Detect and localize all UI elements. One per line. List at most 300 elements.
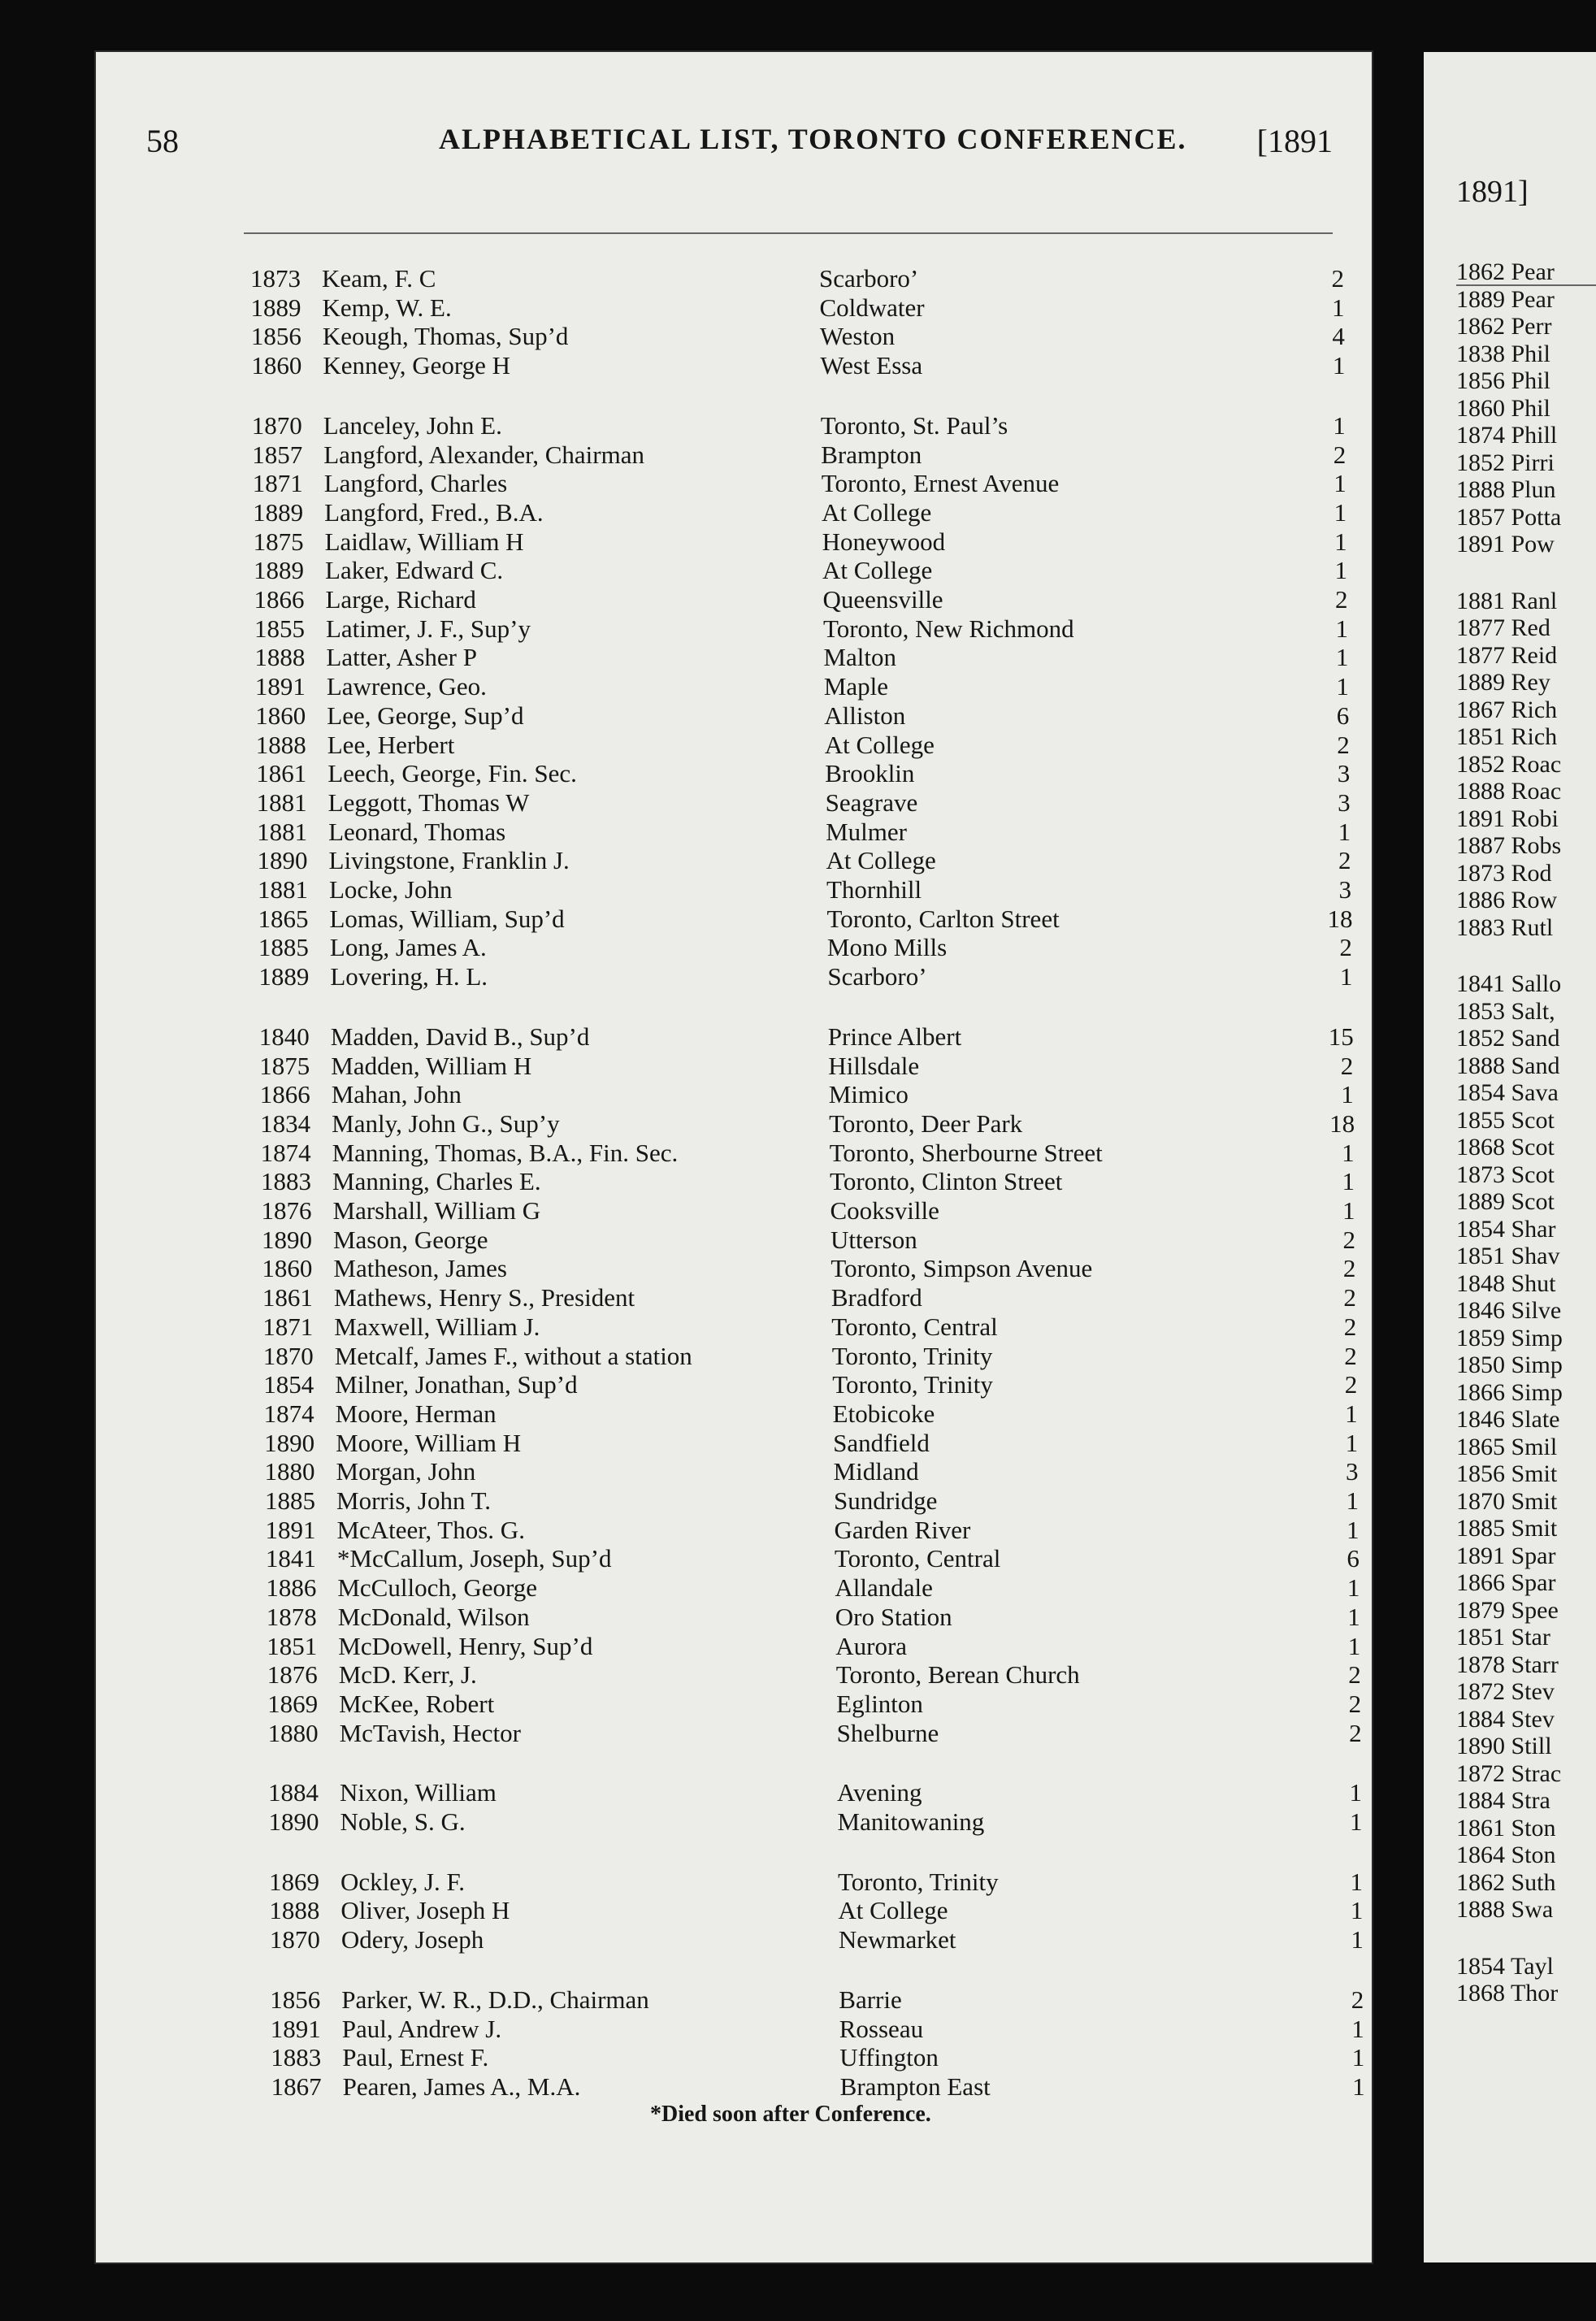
list-row [0, 1633, 1596, 1660]
right-row: 1859 Simp [1456, 1324, 1563, 1351]
row-place: Toronto, Simpson Avenue [831, 1254, 1093, 1283]
row-place: Etobicoke [832, 1399, 935, 1428]
list-row [0, 1458, 1596, 1486]
row-place: Malton [823, 643, 896, 672]
row-year: 1865 [258, 904, 309, 933]
row-place: Toronto, Trinity [837, 1867, 999, 1896]
row-place: Toronto, Sherbourne Street [829, 1138, 1103, 1167]
row-name: Kemp, W. E. [322, 293, 452, 322]
row-place: Brampton [821, 440, 922, 469]
row-name: Langford, Fred., B.A. [324, 497, 544, 527]
row-year: 1861 [262, 1283, 313, 1312]
row-name: McDowell, Henry, Sup’d [338, 1631, 593, 1660]
row-name: Odery, Joseph [340, 1925, 484, 1954]
row-count: 2 [1348, 1689, 1362, 1718]
list-row [0, 1574, 1596, 1602]
row-year: 1891 [254, 672, 306, 701]
row-count: 2 [1349, 1718, 1362, 1747]
row-year: 1890 [268, 1807, 319, 1836]
row-count: 2 [1340, 1051, 1354, 1080]
list-row [0, 352, 1596, 380]
page-title: ALPHABETICAL LIST, TORONTO CONFERENCE. [439, 123, 1187, 155]
row-year: 1834 [260, 1108, 311, 1138]
row-name: Lee, George, Sup’d [327, 701, 524, 730]
list-row [0, 557, 1596, 584]
list-row [0, 1371, 1596, 1399]
row-year: 1866 [259, 1080, 310, 1109]
right-row: 1854 Sava [1456, 1079, 1559, 1106]
right-row: 1846 Silve [1456, 1297, 1562, 1324]
page-number: 58 [146, 123, 179, 159]
right-row: 1889 Pear [1456, 285, 1555, 313]
row-year: 1888 [255, 730, 306, 759]
row-name: McTavish, Hector [339, 1718, 521, 1747]
right-row: 1857 Potta [1456, 503, 1562, 531]
list-row [0, 2015, 1596, 2043]
right-row: 1888 Roac [1456, 778, 1562, 805]
list-row [0, 1400, 1596, 1428]
right-row: 1887 Robs [1456, 832, 1562, 859]
row-year: 1888 [254, 643, 306, 672]
right-row: 1852 Pirri [1456, 449, 1555, 476]
row-year: 1870 [251, 410, 302, 440]
right-row: 1873 Scot [1456, 1160, 1555, 1188]
row-count: 1 [1332, 351, 1346, 380]
row-year: 1881 [256, 787, 307, 817]
row-name: Lanceley, John E. [323, 410, 502, 440]
row-place: Avening [837, 1778, 922, 1807]
row-name: McDonald, Wilson [337, 1602, 530, 1631]
row-count: 18 [1329, 1108, 1355, 1138]
list-row [0, 1226, 1596, 1254]
row-place: Sundridge [834, 1486, 938, 1515]
row-count: 1 [1346, 1486, 1359, 1515]
row-name: Mathews, Henry S., President [333, 1283, 635, 1312]
row-place: Prince Albert [827, 1022, 962, 1051]
row-place: At College [838, 1896, 948, 1925]
row-count: 2 [1333, 440, 1347, 469]
row-count: 1 [1342, 1167, 1355, 1196]
list-row [0, 265, 1596, 293]
row-name: Oliver, Joseph H [340, 1896, 510, 1925]
row-year: 1875 [253, 527, 304, 556]
row-place: Newmarket [838, 1925, 956, 1954]
row-count: 1 [1336, 672, 1349, 701]
list-row [0, 702, 1596, 730]
row-place: Toronto, St. Paul’s [820, 410, 1008, 440]
right-row: 1888 Plun [1456, 476, 1556, 503]
row-count: 2 [1331, 264, 1344, 293]
row-name: Lawrence, Geo. [326, 672, 487, 701]
right-row: 1865 Smil [1456, 1433, 1558, 1460]
row-name: Moore, William H [336, 1428, 522, 1457]
list-row [0, 586, 1596, 614]
row-year: 1860 [262, 1254, 313, 1283]
right-row: 1884 Stra [1456, 1787, 1550, 1814]
list-row [0, 1139, 1596, 1167]
row-count: 1 [1351, 2043, 1365, 2072]
right-row: 1851 Star [1456, 1624, 1550, 1651]
row-name: Large, Richard [325, 585, 476, 614]
list-row [0, 1808, 1596, 1836]
row-name: Parker, W. R., D.D., Chairman [341, 1985, 649, 2014]
row-name: Leech, George, Fin. Sec. [327, 759, 577, 788]
row-year: 1870 [262, 1341, 314, 1370]
row-year: 1885 [258, 933, 309, 962]
row-name: Madden, William H [331, 1051, 532, 1080]
right-row: 1874 Phill [1456, 422, 1558, 449]
row-name: Langford, Alexander, Chairman [323, 440, 644, 469]
row-name: Leggott, Thomas W [327, 787, 530, 817]
row-name: Keough, Thomas, Sup’d [322, 322, 569, 351]
row-count: 3 [1338, 875, 1351, 904]
row-count: 1 [1351, 2014, 1364, 2043]
right-row: 1838 Phil [1456, 340, 1550, 367]
row-place: Toronto, Central [831, 1312, 998, 1341]
row-count: 6 [1336, 701, 1350, 730]
right-row: 1889 Rey [1456, 669, 1550, 696]
row-count: 1 [1351, 1925, 1364, 1954]
row-name: Mahan, John [331, 1080, 462, 1109]
list-row [0, 905, 1596, 933]
row-name: Ockley, J. F. [340, 1867, 466, 1896]
row-place: Bradford [831, 1283, 922, 1312]
row-name: Milner, Jonathan, Sup’d [335, 1370, 578, 1399]
row-name: McAteer, Thos. G. [336, 1515, 525, 1544]
list-row [0, 1868, 1596, 1896]
row-place: At College [822, 497, 932, 527]
list-row [0, 641, 1596, 672]
row-count: 3 [1337, 759, 1351, 788]
row-year: 1890 [261, 1225, 312, 1254]
row-name: McKee, Robert [339, 1689, 495, 1718]
row-count: 15 [1328, 1022, 1354, 1051]
row-place: Utterson [830, 1225, 917, 1254]
right-row: 1851 Shav [1456, 1243, 1560, 1269]
right-row: 1883 Rutl [1456, 913, 1554, 941]
row-place: At College [826, 846, 936, 875]
list-row [0, 1516, 1596, 1544]
row-place: Mono Mills [826, 933, 948, 962]
row-year: 1851 [267, 1631, 318, 1660]
row-place: Scarboro’ [819, 264, 919, 293]
right-row: 1864 Ston [1456, 1842, 1556, 1868]
row-place: Barrie [839, 1985, 902, 2014]
row-count: 1 [1339, 962, 1353, 991]
row-name: Paul, Ernest F. [342, 2043, 489, 2072]
right-row: 1868 Thor [1456, 1980, 1559, 2006]
right-row: 1862 Perr [1456, 313, 1552, 340]
row-year: 1890 [264, 1428, 315, 1457]
list-row [0, 2073, 1596, 2101]
row-year: 1891 [270, 2014, 321, 2043]
row-place: Oro Station [835, 1602, 952, 1631]
list-row [0, 1926, 1596, 1954]
row-count: 2 [1339, 933, 1352, 962]
row-name: Morgan, John [336, 1457, 476, 1486]
row-place: Maple [823, 672, 889, 701]
row-name: Long, James A. [329, 933, 487, 962]
row-year: 1876 [267, 1660, 318, 1690]
list-row [0, 1255, 1596, 1282]
right-row: 1884 Stev [1456, 1705, 1555, 1733]
row-count: 1 [1333, 410, 1346, 440]
row-name: Manning, Thomas, B.A., Fin. Sec. [332, 1138, 679, 1167]
row-name: McD. Kerr, J. [338, 1660, 477, 1690]
row-count: 2 [1348, 1660, 1361, 1690]
row-count: 1 [1338, 817, 1351, 846]
row-count: 1 [1345, 1399, 1358, 1428]
right-row: 1885 Smit [1456, 1515, 1558, 1542]
row-place: Toronto, Central [834, 1544, 1001, 1573]
row-place: Alliston [824, 701, 906, 730]
right-row: 1852 Sand [1456, 1025, 1560, 1052]
list-row [0, 528, 1596, 556]
list-row [0, 789, 1596, 817]
row-place: Mimico [828, 1080, 909, 1109]
row-place: Weston [819, 322, 896, 351]
row-year: 1889 [254, 556, 305, 585]
row-year: 1881 [257, 817, 308, 846]
row-count: 1 [1342, 1138, 1355, 1167]
right-row: 1877 Red [1456, 614, 1550, 641]
row-place: Brampton East [839, 2072, 991, 2101]
row-year: 1857 [252, 440, 303, 469]
row-year: 1889 [258, 962, 310, 991]
right-row: 1853 Salt, [1456, 997, 1555, 1025]
row-count: 2 [1338, 846, 1351, 875]
header-year: [1891 [1256, 123, 1333, 159]
row-year: 1890 [257, 846, 308, 875]
row-count: 1 [1347, 1631, 1361, 1660]
row-count: 2 [1342, 1254, 1356, 1283]
right-row: 1861 Ston [1456, 1814, 1556, 1842]
row-count: 3 [1346, 1457, 1359, 1486]
row-name: Noble, S. G. [340, 1807, 466, 1836]
list-row [0, 934, 1596, 961]
row-name: Paul, Andrew J. [341, 2014, 502, 2043]
row-year: 1875 [259, 1051, 310, 1080]
row-count: 1 [1334, 527, 1347, 556]
list-row [0, 1429, 1596, 1457]
row-place: Sandfield [833, 1428, 930, 1457]
right-row: 1881 Ranl [1456, 587, 1558, 614]
row-count: 1 [1331, 293, 1345, 322]
row-count: 4 [1332, 322, 1345, 351]
row-year: 1874 [260, 1138, 311, 1167]
row-name: Morris, John T. [336, 1486, 492, 1515]
row-name: Lomas, William, Sup’d [329, 904, 565, 933]
list-row [0, 1603, 1596, 1631]
row-count: 2 [1335, 585, 1348, 614]
list-row [0, 615, 1596, 643]
list-row [0, 818, 1596, 846]
list-row [0, 963, 1596, 991]
row-name: Lovering, H. L. [330, 962, 488, 991]
right-row: 1855 Scot [1456, 1106, 1555, 1134]
row-year: 1841 [265, 1544, 316, 1573]
row-count: 1 [1341, 1080, 1354, 1109]
row-count: 3 [1338, 787, 1351, 817]
row-place: Mulmer [826, 817, 907, 846]
list-row [0, 441, 1596, 469]
row-count: 2 [1344, 1370, 1358, 1399]
right-page-header: 1891] [1456, 175, 1529, 209]
row-year: 1870 [269, 1925, 320, 1954]
list-row [0, 673, 1596, 701]
row-year: 1874 [263, 1399, 314, 1428]
list-row [0, 1052, 1596, 1080]
list-row [0, 1284, 1596, 1312]
row-year: 1880 [267, 1718, 319, 1747]
right-row: 1866 Simp [1456, 1378, 1563, 1406]
row-count: 1 [1352, 2072, 1365, 2101]
row-place: Cooksville [830, 1196, 939, 1225]
row-count: 2 [1351, 1985, 1364, 2014]
row-place: Allandale [835, 1573, 933, 1603]
row-name: Laker, Edward C. [325, 556, 504, 585]
row-name: Langford, Charles [323, 469, 508, 498]
right-row: 1841 Sallo [1456, 970, 1562, 997]
row-year: 1880 [264, 1457, 315, 1486]
row-count: 1 [1342, 1196, 1355, 1225]
row-year: 1860 [251, 351, 302, 380]
right-row: 1867 Rich [1456, 696, 1558, 723]
row-place: Toronto, Trinity [831, 1341, 993, 1370]
right-row: 1891 Spar [1456, 1542, 1556, 1569]
list-row [0, 731, 1596, 759]
row-year: 1871 [262, 1312, 314, 1341]
list-row [0, 1023, 1596, 1051]
row-count: 1 [1346, 1515, 1360, 1544]
right-row: 1872 Stev [1456, 1678, 1555, 1705]
list-row [0, 1690, 1596, 1718]
row-place: Midland [833, 1457, 919, 1486]
row-name: Kenney, George H [323, 351, 511, 380]
right-row: 1891 Pow [1456, 531, 1555, 557]
right-row: 1873 Rod [1456, 859, 1552, 887]
row-count: 1 [1347, 1602, 1360, 1631]
row-place: Seagrave [825, 787, 918, 817]
right-row: 1856 Smit [1456, 1460, 1558, 1487]
row-count: 1 [1345, 1428, 1359, 1457]
right-row: 1889 Scot [1456, 1188, 1555, 1215]
right-row: 1852 Roac [1456, 750, 1562, 778]
list-row [0, 1545, 1596, 1573]
row-name: Latimer, J. F., Sup’y [325, 614, 531, 643]
row-name: Latter, Asher P [326, 643, 477, 672]
list-row [0, 847, 1596, 874]
row-name: Metcalf, James F., without a station [334, 1341, 692, 1370]
row-place: Toronto, Berean Church [835, 1660, 1080, 1690]
row-year: 1889 [253, 497, 304, 527]
row-year: 1871 [252, 469, 303, 498]
list-row [0, 1661, 1596, 1689]
row-year: 1856 [270, 1985, 321, 2014]
row-place: Toronto, Deer Park [829, 1108, 1023, 1138]
list-row [0, 1779, 1596, 1807]
right-row: 1877 Reid [1456, 641, 1558, 669]
row-name: Locke, John [329, 875, 453, 904]
list-row [0, 470, 1596, 497]
row-count: 2 [1342, 1225, 1355, 1254]
list-row [0, 1168, 1596, 1195]
row-name: Moore, Herman [335, 1399, 497, 1428]
row-place: Uffington [839, 2043, 939, 2072]
row-name: Livingstone, Franklin J. [328, 846, 570, 875]
row-place: Rosseau [839, 2014, 924, 2043]
row-place: Eglinton [836, 1689, 923, 1718]
row-place: Scarboro’ [827, 962, 927, 991]
list-row [0, 294, 1596, 322]
row-place: Toronto, New Richmond [822, 614, 1074, 643]
row-count: 2 [1343, 1312, 1357, 1341]
row-place: At College [824, 730, 935, 759]
right-row: 1860 Phil [1456, 394, 1550, 422]
row-count: 1 [1350, 1867, 1363, 1896]
row-name: Keam, F. C [322, 264, 436, 293]
row-name: Manning, Charles E. [332, 1167, 541, 1196]
row-place: Toronto, Trinity [832, 1370, 993, 1399]
list-row [0, 323, 1596, 350]
row-place: Shelburne [836, 1718, 939, 1747]
row-place: West Essa [820, 351, 923, 380]
list-row [0, 1110, 1596, 1138]
row-place: Hillsdale [828, 1051, 920, 1080]
row-place: Coldwater [819, 293, 925, 322]
row-name: Nixon, William [340, 1778, 497, 1807]
row-name: Marshall, William G [332, 1196, 541, 1225]
row-count: 2 [1343, 1283, 1356, 1312]
list-row [0, 412, 1596, 440]
right-row: 1868 Scot [1456, 1134, 1555, 1160]
list-row [0, 499, 1596, 527]
row-year: 1883 [261, 1167, 312, 1196]
row-place: Brooklin [825, 759, 915, 788]
row-year: 1891 [265, 1515, 316, 1544]
right-row: 1872 Strac [1456, 1759, 1562, 1787]
row-place: Toronto, Clinton Street [830, 1167, 1063, 1196]
row-year: 1876 [261, 1196, 312, 1225]
row-count: 2 [1337, 730, 1350, 759]
row-name: Manly, John G., Sup’y [332, 1108, 560, 1138]
row-count: 1 [1334, 469, 1347, 498]
right-row: 1848 Shut [1456, 1269, 1556, 1297]
row-count: 1 [1335, 614, 1348, 643]
right-row: 1888 Swa [1456, 1896, 1554, 1923]
right-row: 1851 Rich [1456, 723, 1558, 750]
row-count: 1 [1334, 556, 1348, 585]
row-place: Toronto, Ernest Avenue [821, 469, 1060, 498]
right-row: 1879 Spee [1456, 1596, 1559, 1624]
row-place: Toronto, Carlton Street [826, 904, 1060, 933]
right-row: 1862 Suth [1456, 1868, 1556, 1896]
right-row: 1886 Row [1456, 887, 1558, 913]
row-count: 18 [1327, 904, 1353, 933]
right-row: 1854 Tayl [1456, 1952, 1554, 1980]
row-name: Leonard, Thomas [328, 817, 506, 846]
row-name: McCulloch, George [337, 1573, 537, 1603]
row-name: Pearen, James A., M.A. [342, 2072, 581, 2101]
row-place: Queensville [822, 585, 943, 614]
row-year: 1869 [268, 1867, 319, 1896]
list-row [0, 1343, 1596, 1370]
right-row: 1854 Shar [1456, 1215, 1556, 1243]
list-row [0, 1986, 1596, 2014]
list-row [0, 1197, 1596, 1225]
list-row [0, 876, 1596, 904]
row-year: 1856 [250, 322, 301, 351]
